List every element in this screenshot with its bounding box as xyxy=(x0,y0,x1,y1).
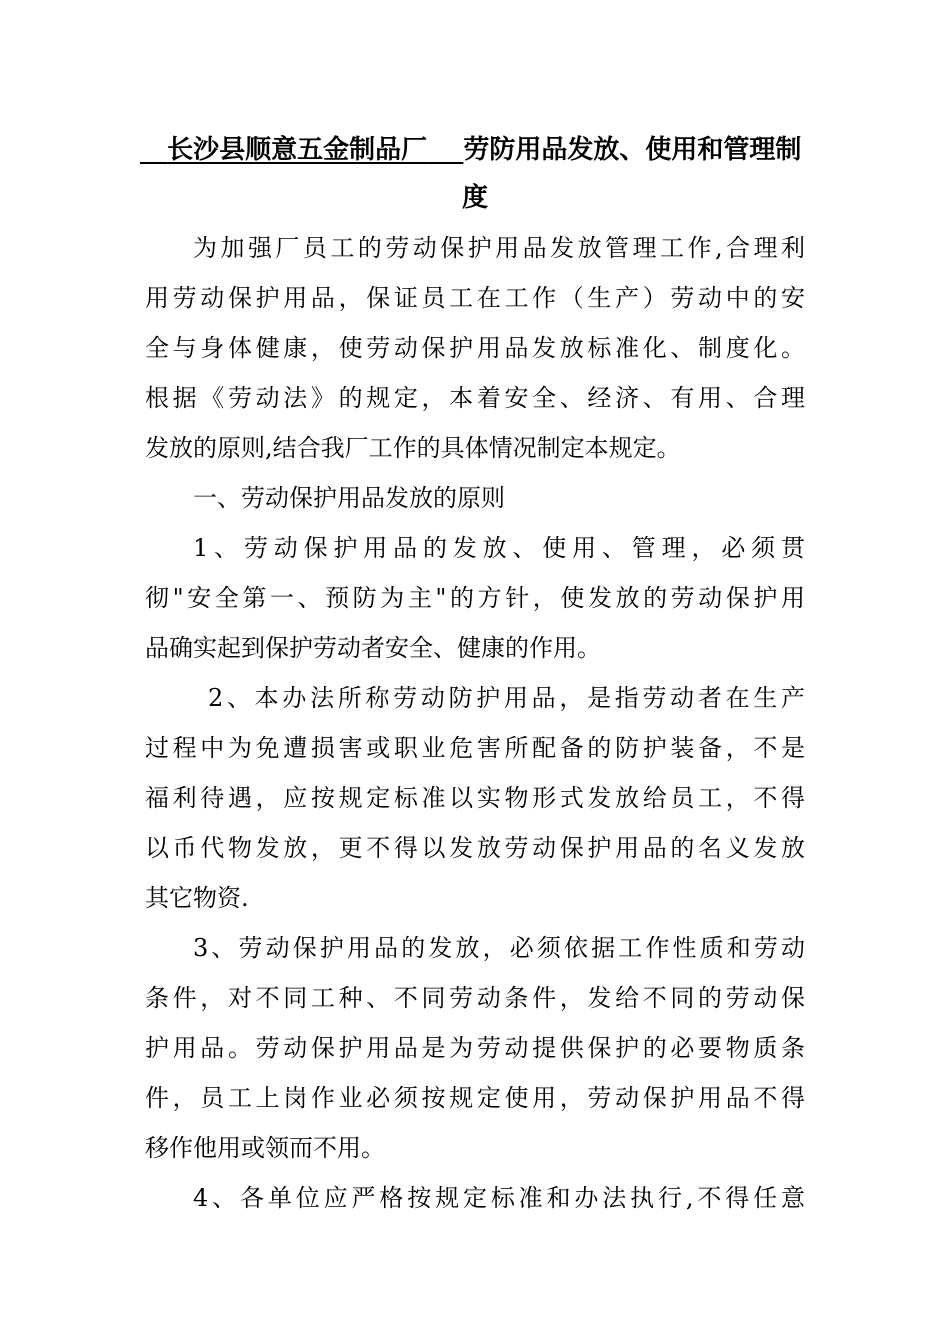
paragraph-line: 为加强厂员工的劳动保护用品发放管理工作,合理利 xyxy=(193,234,805,262)
section-heading: 一、劳动保护用品发放的原则 xyxy=(193,484,505,512)
paragraph-line: 1、劳动保护用品的发放、使用、管理，必须贯 xyxy=(193,534,805,562)
paragraph-line: 其它物资. xyxy=(145,884,249,912)
paragraph-line: 4、各单位应严格按规定标准和办法执行,不得任意 xyxy=(193,1184,805,1212)
paragraph-line: 移作他用或领而不用。 xyxy=(145,1134,385,1162)
paragraph-line: 条件，对不同工种、不同劳动条件，发给不同的劳动保 xyxy=(145,984,805,1012)
paragraph-line: 以币代物发放，更不得以发放劳动保护用品的名义发放 xyxy=(145,834,805,862)
paragraph-line: 3、劳动保护用品的发放，必须依据工作性质和劳动 xyxy=(193,934,805,962)
paragraph-line: 用劳动保护用品，保证员工在工作（生产）劳动中的安 xyxy=(145,284,805,312)
paragraph-line: 过程中为免遭损害或职业危害所配备的防护装备，不是 xyxy=(145,734,805,762)
document-title-continued: 度 xyxy=(461,183,488,213)
paragraph-line: 全与身体健康，使劳动保护用品发放标准化、制度化。 xyxy=(145,334,805,362)
paragraph-line: 发放的原则,结合我厂工作的具体情况制定本规定。 xyxy=(145,434,681,462)
paragraph-line: 根据《劳动法》的规定，本着安全、经济、有用、合理 xyxy=(145,384,805,412)
title-heading: 劳防用品发放、使用和管理制 xyxy=(463,135,802,165)
document-title xyxy=(140,135,810,165)
paragraph-line: 品确实起到保护劳动者安全、健康的作用。 xyxy=(145,634,601,662)
paragraph-line: 件，员工上岗作业必须按规定使用，劳动保护用品不得 xyxy=(145,1084,805,1112)
paragraph-line: 护用品。劳动保护用品是为劳动提供保护的必要物质条 xyxy=(145,1034,805,1062)
paragraph-line: 2、本办法所称劳动防护用品，是指劳动者在生产 xyxy=(208,684,805,712)
company-name: 长沙县顺意五金制品厂 xyxy=(167,135,428,165)
paragraph-line: 彻"安全第一、预防为主"的方针，使发放的劳动保护用 xyxy=(145,584,805,612)
paragraph-line: 福利待遇，应按规定标准以实物形式发放给员工，不得 xyxy=(145,784,805,812)
